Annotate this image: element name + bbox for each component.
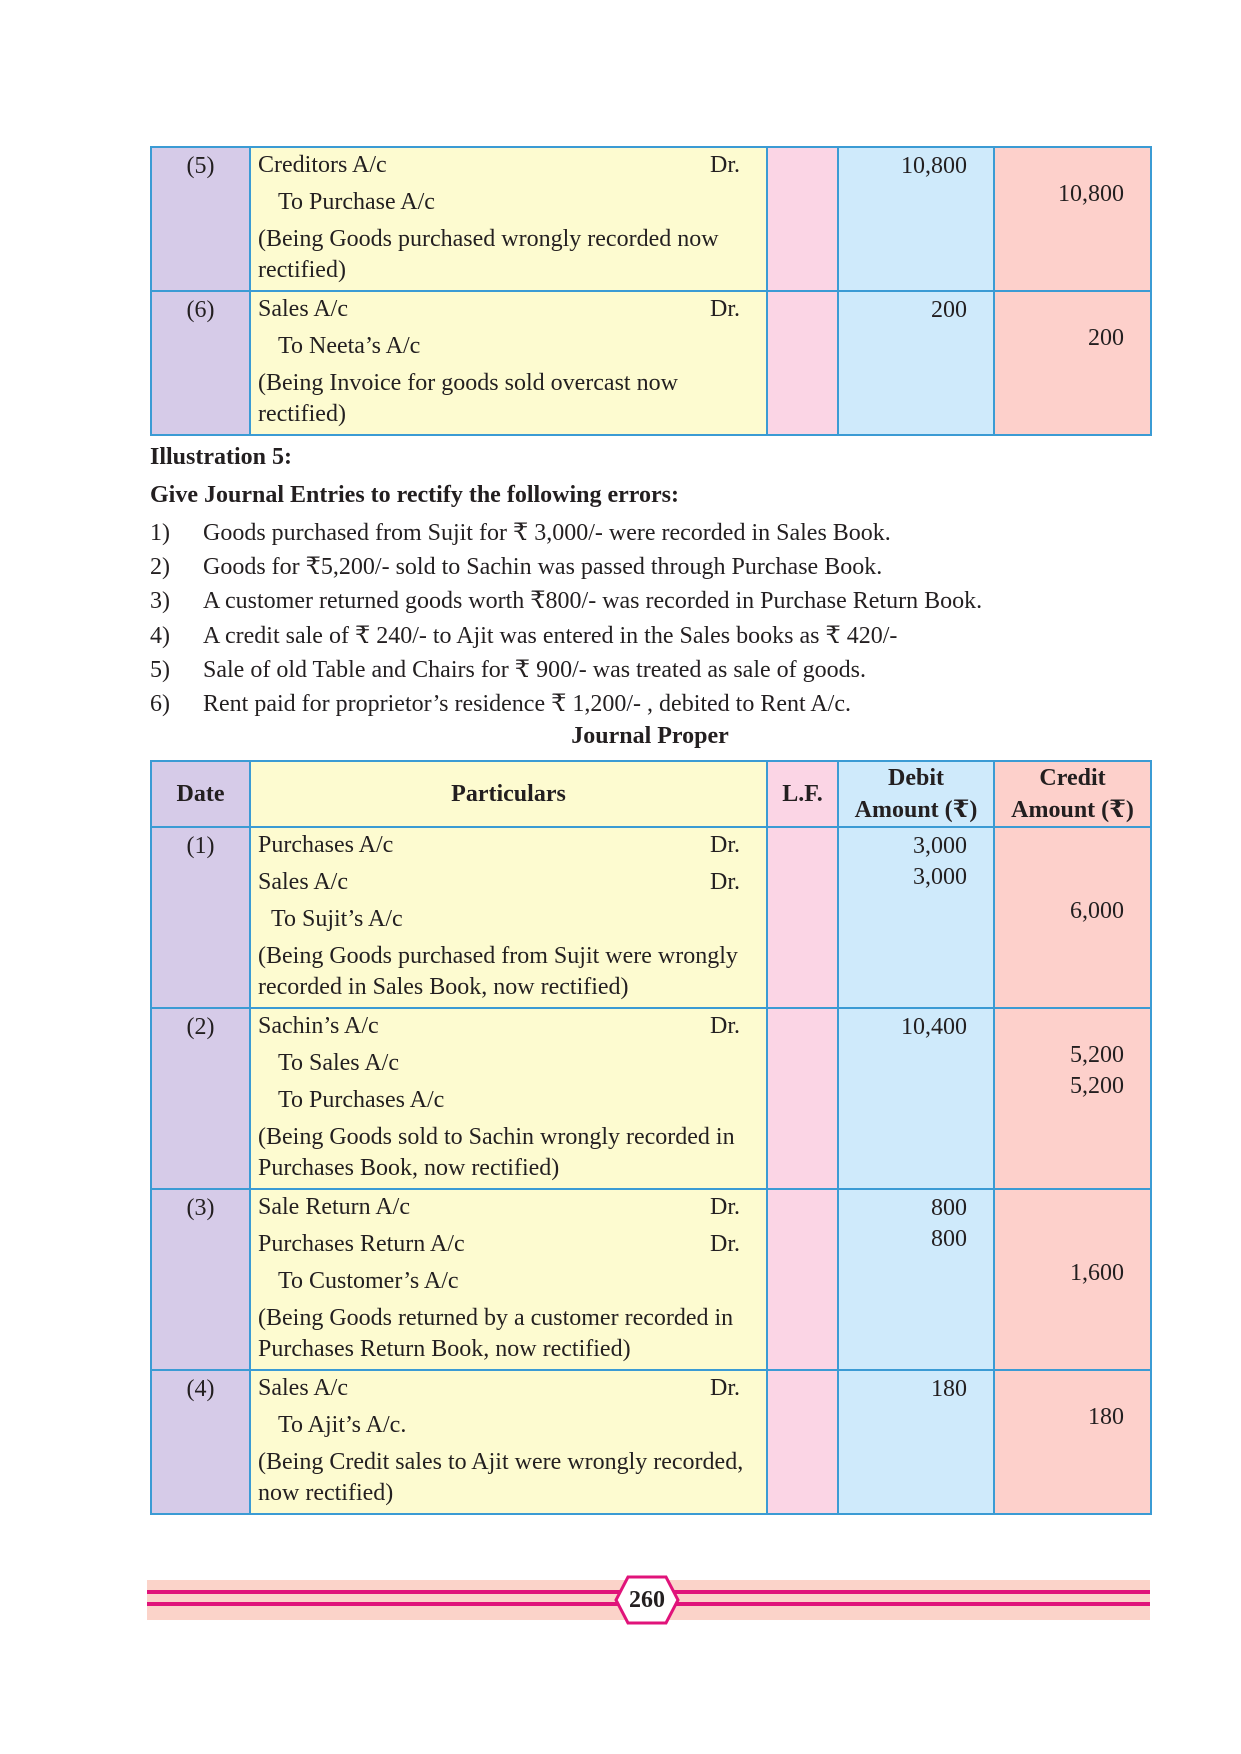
credit-account-line bbox=[258, 1048, 760, 1085]
debit-amount: 800 bbox=[931, 1226, 967, 1252]
account-name: To Purchases A/c bbox=[278, 1087, 445, 1113]
credit-amount: 6,000 bbox=[1070, 898, 1124, 924]
debit-amount: 3,000 bbox=[913, 864, 967, 890]
error-item bbox=[150, 687, 982, 721]
credit-account-line bbox=[258, 1266, 760, 1303]
entry-debit bbox=[838, 1008, 994, 1189]
entry-debit bbox=[838, 291, 994, 435]
account-name: Sales A/c bbox=[258, 869, 348, 895]
journal-entry-row bbox=[151, 1189, 1151, 1370]
illustration-title: Illustration 5: bbox=[150, 444, 293, 470]
narration: (Being Goods purchased wrongly recorded now rectified) bbox=[258, 226, 719, 283]
debit-account-line bbox=[258, 1373, 760, 1410]
journal-entry-row bbox=[151, 1008, 1151, 1189]
account-name: Sachin’s A/c bbox=[258, 1013, 379, 1039]
entry-date: (6) bbox=[151, 291, 250, 435]
entry-credit bbox=[994, 147, 1151, 291]
entry-debit bbox=[838, 1370, 994, 1514]
entry-credit bbox=[994, 827, 1151, 1008]
entry-lf bbox=[767, 827, 838, 1008]
account-name: Sales A/c bbox=[258, 296, 348, 322]
debit-account-line bbox=[258, 150, 760, 187]
narration: (Being Invoice for goods sold overcast now rectified) bbox=[258, 370, 678, 427]
credit-amount: 1,600 bbox=[1070, 1260, 1124, 1286]
credit-spacer bbox=[995, 828, 1124, 896]
debit-account-line bbox=[258, 1192, 760, 1229]
error-list bbox=[150, 516, 982, 721]
account-name: To Sujit’s A/c bbox=[271, 906, 403, 932]
entry-date: (2) bbox=[151, 1008, 250, 1189]
header-debit bbox=[838, 761, 994, 827]
credit-spacer bbox=[995, 1009, 1124, 1040]
error-item bbox=[150, 550, 982, 584]
journal-table-continued bbox=[150, 146, 1152, 436]
entry-date: (4) bbox=[151, 1370, 250, 1514]
dr-label: Dr. bbox=[710, 296, 740, 322]
dr-label: Dr. bbox=[710, 152, 740, 178]
credit-account-line bbox=[258, 187, 760, 224]
illustration-instruction: Give Journal Entries to rectify the following errors: bbox=[150, 482, 680, 508]
header-lf: L.F. bbox=[767, 761, 838, 827]
credit-amount: 180 bbox=[1088, 1404, 1124, 1430]
account-name: Sale Return A/c bbox=[258, 1194, 410, 1220]
credit-spacer bbox=[995, 148, 1124, 179]
dr-label: Dr. bbox=[710, 1013, 740, 1039]
header-credit-line1: Credit bbox=[1039, 765, 1106, 791]
error-item bbox=[150, 653, 982, 687]
header-debit-line1: Debit bbox=[888, 765, 944, 791]
debit-account-line bbox=[258, 830, 760, 867]
error-item bbox=[150, 516, 982, 550]
error-text: Sale of old Table and Chairs for ₹ 900/- was treated as sale of goods. bbox=[203, 656, 866, 683]
journal-title: Journal Proper bbox=[571, 723, 729, 749]
journal-entry-row bbox=[151, 291, 1151, 435]
debit-amount: 10,400 bbox=[901, 1014, 967, 1040]
entry-date: (5) bbox=[151, 147, 250, 291]
credit-spacer bbox=[995, 292, 1124, 323]
entry-particulars bbox=[250, 827, 767, 1008]
entry-lf bbox=[767, 291, 838, 435]
entry-date: (1) bbox=[151, 827, 250, 1008]
credit-amount: 5,200 bbox=[1070, 1042, 1124, 1068]
entry-credit bbox=[994, 1008, 1151, 1189]
error-text: Rent paid for proprietor’s residence ₹ 1,200/- , debited to Rent A/c. bbox=[203, 690, 851, 717]
page-number: 260 bbox=[629, 1587, 665, 1613]
journal-entry-row bbox=[151, 1370, 1151, 1514]
error-text: Goods purchased from Sujit for ₹ 3,000/- were recorded in Sales Book. bbox=[203, 520, 891, 546]
entry-particulars bbox=[250, 291, 767, 435]
error-text: A customer returned goods worth ₹800/- was recorded in Purchase Return Book. bbox=[203, 588, 983, 615]
journal-proper-table bbox=[150, 760, 1152, 1515]
error-text: Goods for ₹5,200/- sold to Sachin was passed through Purchase Book. bbox=[203, 554, 883, 581]
entry-credit bbox=[994, 291, 1151, 435]
entry-date: (3) bbox=[151, 1189, 250, 1370]
debit-amount: 10,800 bbox=[901, 153, 967, 179]
credit-spacer bbox=[995, 1190, 1124, 1258]
dr-label: Dr. bbox=[710, 1375, 740, 1401]
error-number: 2) bbox=[150, 554, 170, 581]
debit-account-line bbox=[258, 1011, 760, 1048]
header-credit bbox=[994, 761, 1151, 827]
narration: (Being Goods purchased from Sujit were wrongly recorded in Sales Book, now rectified) bbox=[258, 943, 738, 1000]
entry-particulars bbox=[250, 1189, 767, 1370]
debit-account-line bbox=[258, 867, 760, 904]
journal-entry-row bbox=[151, 827, 1151, 1008]
entry-lf bbox=[767, 147, 838, 291]
account-name: To Customer’s A/c bbox=[278, 1268, 459, 1294]
header-date: Date bbox=[151, 761, 250, 827]
debit-amount: 180 bbox=[931, 1376, 967, 1402]
dr-label: Dr. bbox=[710, 1194, 740, 1220]
header-debit-line2: Amount (₹) bbox=[854, 797, 978, 823]
entry-lf bbox=[767, 1189, 838, 1370]
error-number: 6) bbox=[150, 690, 170, 717]
entry-credit bbox=[994, 1189, 1151, 1370]
entry-particulars bbox=[250, 147, 767, 291]
credit-amount: 10,800 bbox=[1058, 181, 1124, 207]
entry-debit bbox=[838, 147, 994, 291]
entry-debit bbox=[838, 827, 994, 1008]
error-text: A credit sale of ₹ 240/- to Ajit was entered in the Sales books as ₹ 420/- bbox=[203, 622, 898, 649]
entry-credit bbox=[994, 1370, 1151, 1514]
account-name: To Purchase A/c bbox=[278, 189, 435, 215]
entry-particulars bbox=[250, 1008, 767, 1189]
narration: (Being Credit sales to Ajit were wrongly recorded, now rectified) bbox=[258, 1449, 744, 1506]
entry-debit bbox=[838, 1189, 994, 1370]
credit-account-line bbox=[258, 1085, 760, 1122]
entry-particulars bbox=[250, 1370, 767, 1514]
credit-account-line bbox=[258, 904, 760, 941]
debit-amount: 800 bbox=[931, 1195, 967, 1221]
account-name: Purchases Return A/c bbox=[258, 1231, 465, 1257]
credit-account-line bbox=[258, 1410, 760, 1447]
account-name: Creditors A/c bbox=[258, 152, 387, 178]
credit-account-line bbox=[258, 331, 760, 368]
header-credit-line2: Amount (₹) bbox=[1011, 797, 1134, 823]
error-item bbox=[150, 619, 982, 653]
account-name: Sales A/c bbox=[258, 1375, 348, 1401]
credit-amount: 5,200 bbox=[1070, 1073, 1124, 1099]
dr-label: Dr. bbox=[710, 832, 740, 858]
debit-account-line bbox=[258, 1229, 760, 1266]
dr-label: Dr. bbox=[710, 1231, 740, 1257]
account-name: Purchases A/c bbox=[258, 832, 394, 858]
error-number: 3) bbox=[150, 588, 170, 615]
account-name: To Ajit’s A/c. bbox=[278, 1412, 407, 1438]
error-number: 5) bbox=[150, 656, 170, 683]
error-item bbox=[150, 584, 982, 618]
account-name: To Neeta’s A/c bbox=[278, 333, 421, 359]
credit-amount: 200 bbox=[1088, 325, 1124, 351]
credit-spacer bbox=[995, 1371, 1124, 1402]
account-name: To Sales A/c bbox=[278, 1050, 399, 1076]
journal-entry-row bbox=[151, 147, 1151, 291]
entry-lf bbox=[767, 1008, 838, 1189]
narration: (Being Goods returned by a customer recorded in Purchases Return Book, now rectified) bbox=[258, 1305, 734, 1362]
narration: (Being Goods sold to Sachin wrongly recorded in Purchases Book, now rectified) bbox=[258, 1124, 735, 1181]
dr-label: Dr. bbox=[710, 869, 740, 895]
table-header-row bbox=[151, 761, 1151, 827]
error-number: 1) bbox=[150, 520, 170, 546]
debit-amount: 200 bbox=[931, 297, 967, 323]
header-particulars: Particulars bbox=[250, 761, 767, 827]
error-number: 4) bbox=[150, 622, 170, 649]
entry-lf bbox=[767, 1370, 838, 1514]
debit-amount: 3,000 bbox=[913, 833, 967, 859]
debit-account-line bbox=[258, 294, 760, 331]
